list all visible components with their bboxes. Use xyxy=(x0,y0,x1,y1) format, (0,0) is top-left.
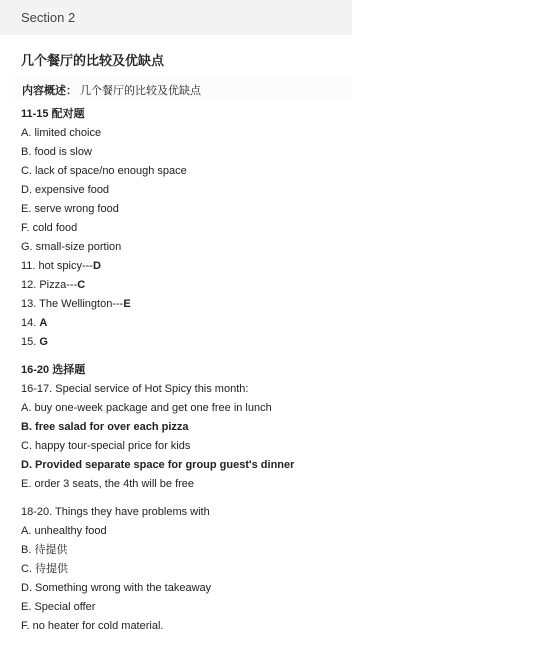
choice-section xyxy=(21,361,294,494)
problem-option: C. 待提供 xyxy=(21,563,69,575)
answer-letter: D xyxy=(92,260,101,272)
content-summary xyxy=(15,76,352,100)
matching-answer xyxy=(21,257,187,276)
answer-letter: C xyxy=(77,279,86,291)
choice-option-correct: B. free salad for over each pizza xyxy=(21,421,189,433)
section-header xyxy=(0,0,352,35)
choice-option: E. order 3 seats, the 4th will be free xyxy=(21,478,195,490)
answer-prefix: 12. Pizza--- xyxy=(21,279,78,291)
page-title: 几个餐厅的比较及优缺点 xyxy=(21,53,165,68)
matching-option: C. lack of space/no enough space xyxy=(21,165,187,177)
matching-answer xyxy=(21,276,187,295)
matching-answer xyxy=(21,295,187,314)
matching-option: E. serve wrong food xyxy=(21,203,119,215)
answer-letter: E xyxy=(123,298,131,310)
answer-prefix: 13. The Wellington--- xyxy=(21,298,124,310)
choice-option: A. buy one-week package and get one free in lunch xyxy=(21,402,272,414)
matching-answer xyxy=(21,314,187,333)
section-label: Section 2 xyxy=(21,10,76,25)
question-16-17: 16-17. Special service of Hot Spicy this month: xyxy=(21,383,249,395)
problem-option: E. Special offer xyxy=(21,601,96,613)
matching-option: F. cold food xyxy=(21,222,78,234)
matching-answer xyxy=(21,333,187,352)
matching-option: D. expensive food xyxy=(21,184,110,196)
question-18-20: 18-20. Things they have problems with xyxy=(21,506,210,518)
matching-section xyxy=(21,105,187,352)
summary-value: 几个餐厅的比较及优缺点 xyxy=(80,85,201,97)
matching-option: B. food is slow xyxy=(21,146,92,158)
matching-heading: 11-15 配对题 xyxy=(21,108,85,120)
choice-option: C. happy tour-special price for kids xyxy=(21,440,191,452)
choice-heading: 16-20 选择题 xyxy=(21,364,86,376)
choice-option-correct: D. Provided separate space for group guest's dinner xyxy=(21,459,295,471)
question-18-20-block xyxy=(21,503,211,636)
problem-option: A. unhealthy food xyxy=(21,525,107,537)
problem-option: F. no heater for cold material. xyxy=(21,620,164,632)
summary-label: 内容概述： xyxy=(22,85,77,97)
matching-option: A. limited choice xyxy=(21,127,102,139)
problem-option: D. Something wrong with the takeaway xyxy=(21,582,212,594)
answer-prefix: 11. hot spicy--- xyxy=(21,260,93,272)
answer-prefix: 15. xyxy=(21,336,40,348)
answer-letter: G xyxy=(39,336,48,348)
answer-letter: A xyxy=(39,317,48,329)
matching-option: G. small-size portion xyxy=(21,241,122,253)
answer-prefix: 14. xyxy=(21,317,40,329)
problem-option: B. 待提供 xyxy=(21,544,68,556)
